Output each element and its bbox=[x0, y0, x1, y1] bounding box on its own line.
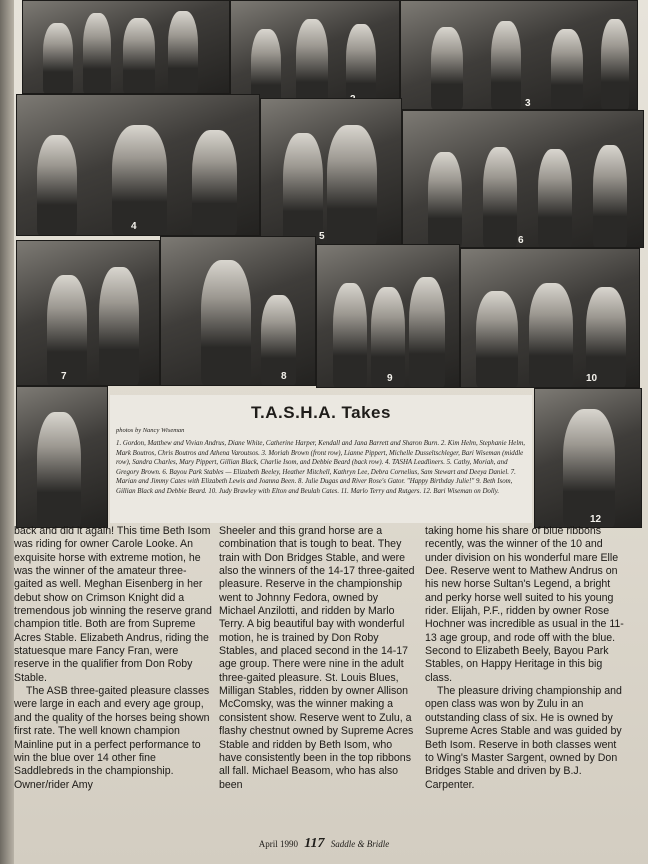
page-binding-edge bbox=[0, 0, 14, 864]
photo-5 bbox=[260, 98, 402, 246]
photo-number: 5 bbox=[319, 231, 325, 242]
photo-1 bbox=[22, 0, 230, 94]
photo-4 bbox=[16, 94, 260, 236]
photo-number: 4 bbox=[131, 221, 137, 232]
photo-number: 7 bbox=[61, 371, 67, 382]
photo-number: 6 bbox=[518, 235, 524, 246]
article-paragraph: The pleasure driving championship and open class was won by Zulu in an outstanding class of six. He is owned by Supreme Acres Stable and was guided by Beth Isom. Reserve in both classes went to Wing's Master Sargent, owned by Don Bridges Stable and driven by B.J. Carpenter. bbox=[425, 685, 622, 791]
article-column-1 bbox=[14, 525, 214, 792]
photo-number: 10 bbox=[586, 373, 598, 384]
photo-12 bbox=[534, 388, 642, 528]
photo-credit: photos by Nancy Wiseman bbox=[116, 427, 185, 434]
page-footer bbox=[0, 836, 648, 852]
photo-9 bbox=[316, 244, 460, 388]
caption-title: T.A.S.H.A. Takes bbox=[251, 403, 391, 422]
article-paragraph: The ASB three-gaited pleasure classes were large in each and every age group, and the quality of the horses being shown first rate. The well known champion Mainline put in a perfect performance to win the blue over 14 other fine Saddlebreds in the championship. Owner/rider Amy bbox=[14, 685, 210, 791]
photo-number: 9 bbox=[387, 373, 393, 384]
magazine-name: Saddle & Bridle bbox=[330, 839, 390, 849]
photo-3 bbox=[400, 0, 638, 110]
article-paragraph: Sheeler and this grand horse are a combination that is tough to beat. They train with Don Bridges Stable, and were also the winners of the 14-17 three-gaited pleasure. Reserve in the championship went to Johnny Fedora, owned by Michael Anzilotti, and ridden by Marlo Terry. A big beautiful bay with wonderful motion, he is trained by Don Roby Stables, and placed second in the 14-17 age group. There were nine in the adult three-gaited pleasure. St. Louis Blues, Milligan Stables, ridden by owner Allison McComsky, was the winner making a consistent show. Reserve went to Zulu, a flashy chestnut owned by Supreme Acres Stable and ridden by Beth Isom, who have consistently been in the top ribbons all fall. Michael Beasom, who has also been bbox=[219, 525, 415, 791]
photo-number: 8 bbox=[281, 371, 287, 382]
photo-caption-box bbox=[110, 395, 532, 523]
caption-text: 1. Gordon, Matthew and Vivian Andrus, Diane White, Catherine Harper, Kendall and Jana Barrett and Sharon Burn. 2. Kim Helm, Stephanie Helm, Mark Boutros, Chris Boutros and Athena Varoutsos. 3. Moriah Brown (front row), Lianne Pippert, Michelle Dusseltschleger, Bari Wiseman (middle row), Sandra Charles, Mary Pippert, Gillian Black, Charlie Isom, and Debbie Beard (back row). 4. TASHA Leadliners. 5. Cathy, Moriah, and Gregory Brown. 6. Bayou Park Stables — Elizabeth Beeley, Heather Mitchell, Kathryn Lee, Debra Cornelius, Sam Stewart and Deeya Daniel. 7. Marian and Jimmy Cates with Elizabeth Lewis and Joanna Been. 8. Julie Dugas and River Rose's Gator. "Happy Birthday Julie!" 9. Beth Isom, Gillian Black and Debbie Beard. 10. Judy Brawley with Elton and Beulah Cates. 11. Marlo Terry and Rutgers. 12. Bari Wiseman on Dolly. bbox=[116, 440, 525, 495]
photo-10 bbox=[460, 248, 640, 388]
issue-date: April 1990 bbox=[258, 839, 298, 849]
article-column-3 bbox=[425, 525, 625, 792]
photo-8 bbox=[160, 236, 316, 386]
page-number: 117 bbox=[304, 836, 325, 851]
photo-number: 12 bbox=[590, 514, 602, 525]
photo-number: 3 bbox=[525, 98, 531, 109]
article-paragraph: taking home his share of blue ribbons recently, was the winner of the 10 and under division on his wonderful mare Elle Dee. Reserve went to Mathew Andrus on his new horse Sultan's Legend, a bright and perky horse well suited to his young rider. Elijah, P.F., ridden by owner Rose Hochner was incredible as usual in the 11-13 age group, and rode off with the blue. Second to Elizabeth Beely, Bayou Park Stables, on Happy Heritage in this big class. bbox=[425, 525, 624, 684]
article-paragraph: back and did it again! This time Beth Isom was riding for owner Carole Looke. An exquisite horse with extreme motion, he was the winner of the amateur three-gaited as well. Meghan Eisenberg in her debut show on Crimson Knight did a tremendous job winning the reserve grand champion title. Both are from Supreme Acres Stable. Elizabeth Andrus, riding the statuesque mare Fancy Fran, were reserve in the qualifier from Don Roby Stable. bbox=[14, 525, 212, 684]
photo-11 bbox=[16, 386, 108, 528]
photo-6 bbox=[402, 110, 644, 248]
photo-7 bbox=[16, 240, 160, 386]
article-column-2 bbox=[219, 525, 415, 792]
